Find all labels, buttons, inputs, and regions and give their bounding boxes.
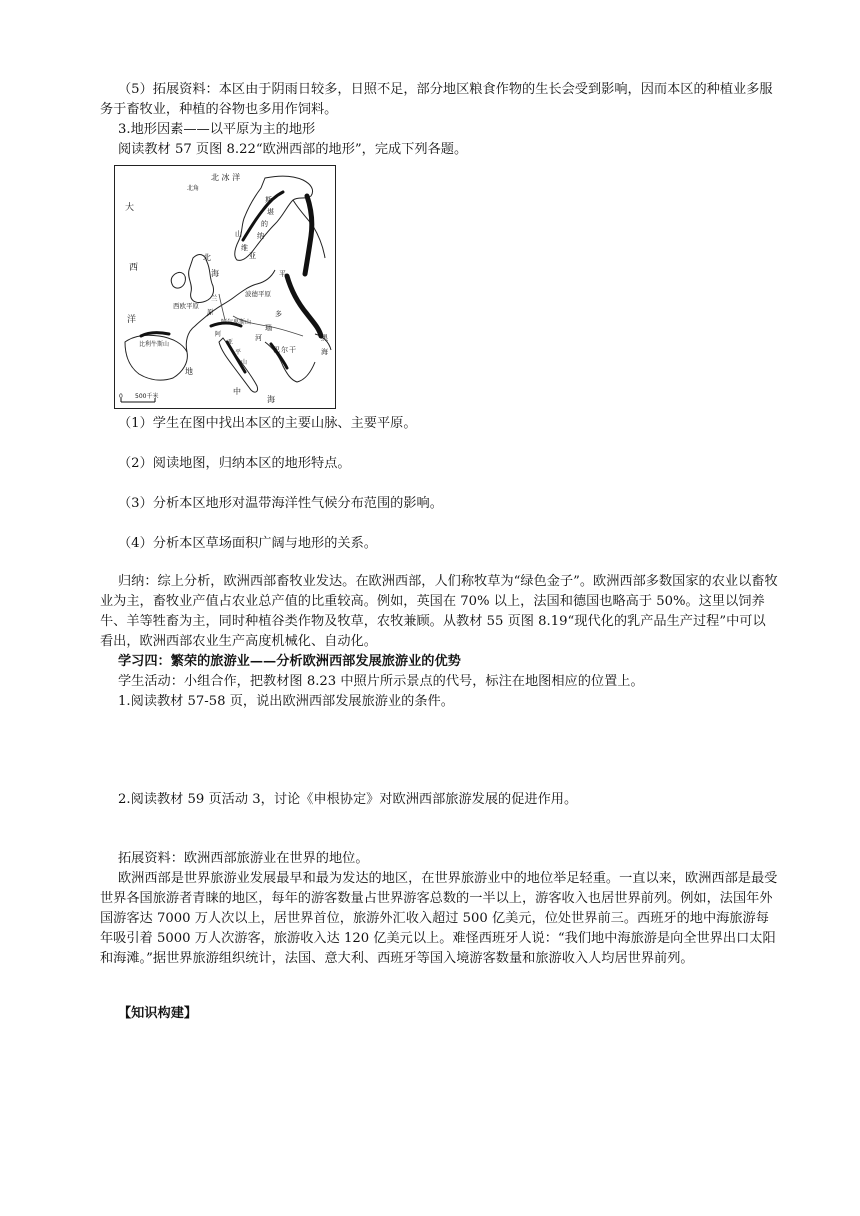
student-activity: 学生活动：小组合作，把教材图 8.23 中照片所示景点的代号，标注在地图相应的位置上。: [118, 674, 644, 689]
knowledge-construction-heading: 【知识构建】: [118, 1006, 198, 1021]
europe-west-terrain-map: [114, 165, 336, 409]
label-lan: 兰: [211, 294, 218, 302]
label-arctic-ocean: 北 冰 洋: [211, 173, 241, 182]
label-scan-2: 堪: [267, 208, 274, 216]
label-scan-6: 亚: [249, 252, 256, 260]
label-scan-5: 维: [241, 244, 248, 252]
label-med-3: 海: [267, 395, 275, 404]
map-figure: [115, 166, 336, 409]
label-scan-3: 的: [261, 220, 268, 228]
summary-paragraph: 归纳：综上分析，欧洲西部畜牧业发达。在欧洲西部，人们称牧草为“绿色金子”。欧洲西部多数国家的农业以畜牧业为主，畜牧业产值占农业总产值的比重较高。例如，英国在 70% 以上，法国和德国也略高于 50%。这里以饲养牛、羊等牲畜为主，同时种植谷类作物及牧草，农牧兼顾。从教材 55 页图 8.19“现代化的乳产品生产过程”中可以看出，欧洲西部农业生产高度机械化、自动化。: [100, 574, 778, 649]
tourism-question-2: 2.阅读教材 59 页活动 3，讨论《申根协定》对欧洲西部旅游发展的促进作用。: [118, 792, 578, 807]
label-north-cape: 北角: [187, 185, 200, 192]
question-1: （1）学生在图中找出本区的主要山脉、主要平原。: [118, 416, 417, 431]
label-balkan-2: 尔: [281, 346, 288, 354]
label-danube-2: 瑙: [265, 324, 272, 332]
label-a: 阿: [215, 331, 222, 338]
label-north-sea-1: 北: [203, 253, 211, 262]
italy-outline: [219, 338, 258, 392]
label-alps: 阿尔卑斯山: [221, 319, 252, 326]
extension-title: 拓展资料：欧洲西部旅游业在世界的地位。: [118, 851, 369, 866]
label-north-sea-2: 海: [211, 269, 219, 278]
question-4: （4）分析本区草场面积广阔与地形的关系。: [118, 536, 377, 551]
study-four-title: 学习四：繁荣的旅游业——分析欧洲西部发展旅游业的优势: [118, 654, 461, 669]
rhine-river: [219, 294, 225, 320]
label-scale-zero: 0: [119, 393, 123, 400]
label-da: 大: [125, 203, 135, 213]
label-danube-1: 多: [275, 310, 282, 318]
label-med-1: 地: [185, 367, 193, 376]
label-scan-1: 斯: [265, 196, 272, 204]
label-balkan-1: 巴: [273, 346, 280, 354]
apennines-mountains: [227, 342, 248, 372]
label-pyrenees: 比利牛斯山: [139, 341, 170, 348]
label-scan-4: 纳: [257, 232, 264, 240]
label-polish-plain: 波德平原: [245, 290, 271, 298]
eastern-boundary-north: [305, 196, 312, 274]
section-heading-terrain: 3.地形因素——以平原为主的地形: [118, 122, 316, 137]
label-ping: 平: [279, 270, 286, 278]
terrain-intro: 阅读教材 57 页图 8.22“欧洲西部的地形”，完成下列各题。: [118, 142, 468, 157]
label-da-shan: 山: [241, 359, 248, 366]
tourism-question-1: 1.阅读教材 57-58 页，说出欧洲西部发展旅游业的条件。: [118, 694, 454, 709]
label-mountain: 山: [235, 230, 242, 238]
france-coast: [186, 312, 211, 352]
label-danube-3: 河: [255, 334, 262, 342]
label-scale-length: 500千米: [135, 393, 159, 400]
label-west-europe-plain: 西欧平原: [173, 302, 199, 310]
question-2: （2）阅读地图，归纳本区的地形特点。: [118, 456, 351, 471]
ireland-outline: [171, 272, 185, 288]
label-black-sea-1: 黑: [321, 334, 328, 342]
label-ya: 亚: [227, 339, 234, 346]
eastern-boundary-south: [287, 276, 321, 336]
question-3: （3）分析本区地形对温带海洋性气候分布范围的影响。: [118, 496, 443, 511]
label-balkan-3: 干: [289, 346, 296, 354]
paragraph-extension-5: （5）拓展资料：本区由于阴雨日较多，日照不足，部分地区粮食作物的生长会受到影响，因而本区的种植业多服务于畜牧业，种植的谷物也多用作饲料。: [100, 82, 773, 117]
label-med-2: 中: [233, 387, 241, 396]
extension-body: 欧洲西部是世界旅游业发展最早和最为发达的地区，在世界旅游业中的地位举足轻重。一直以来，欧洲西部是最受世界各国旅游者青睐的地区，每年的游客数量占世界游客总数的一半以上，游客收入也居世界前列。例如，法国年外国游客达 7000 万人次以上，居世界首位，旅游外汇收入超过 500 亿美元，位处世界前三。西班牙的地中海旅游每年吸引着 5000 万人次游客，旅游收入达 120 亿美元以上。难怪西班牙人说：“我们地中海旅游是向全世界出口太阳和海滩。”据世界旅游组织统计，法国、意大利、西班牙等国入境游客数量和旅游收入人均居世界前列。: [100, 871, 778, 966]
label-black-sea-2: 海: [321, 348, 328, 356]
label-yang: 洋: [127, 315, 137, 325]
label-jin: 原: [207, 308, 214, 316]
label-xi: 西: [129, 263, 139, 273]
label-ning: 平: [235, 349, 242, 356]
